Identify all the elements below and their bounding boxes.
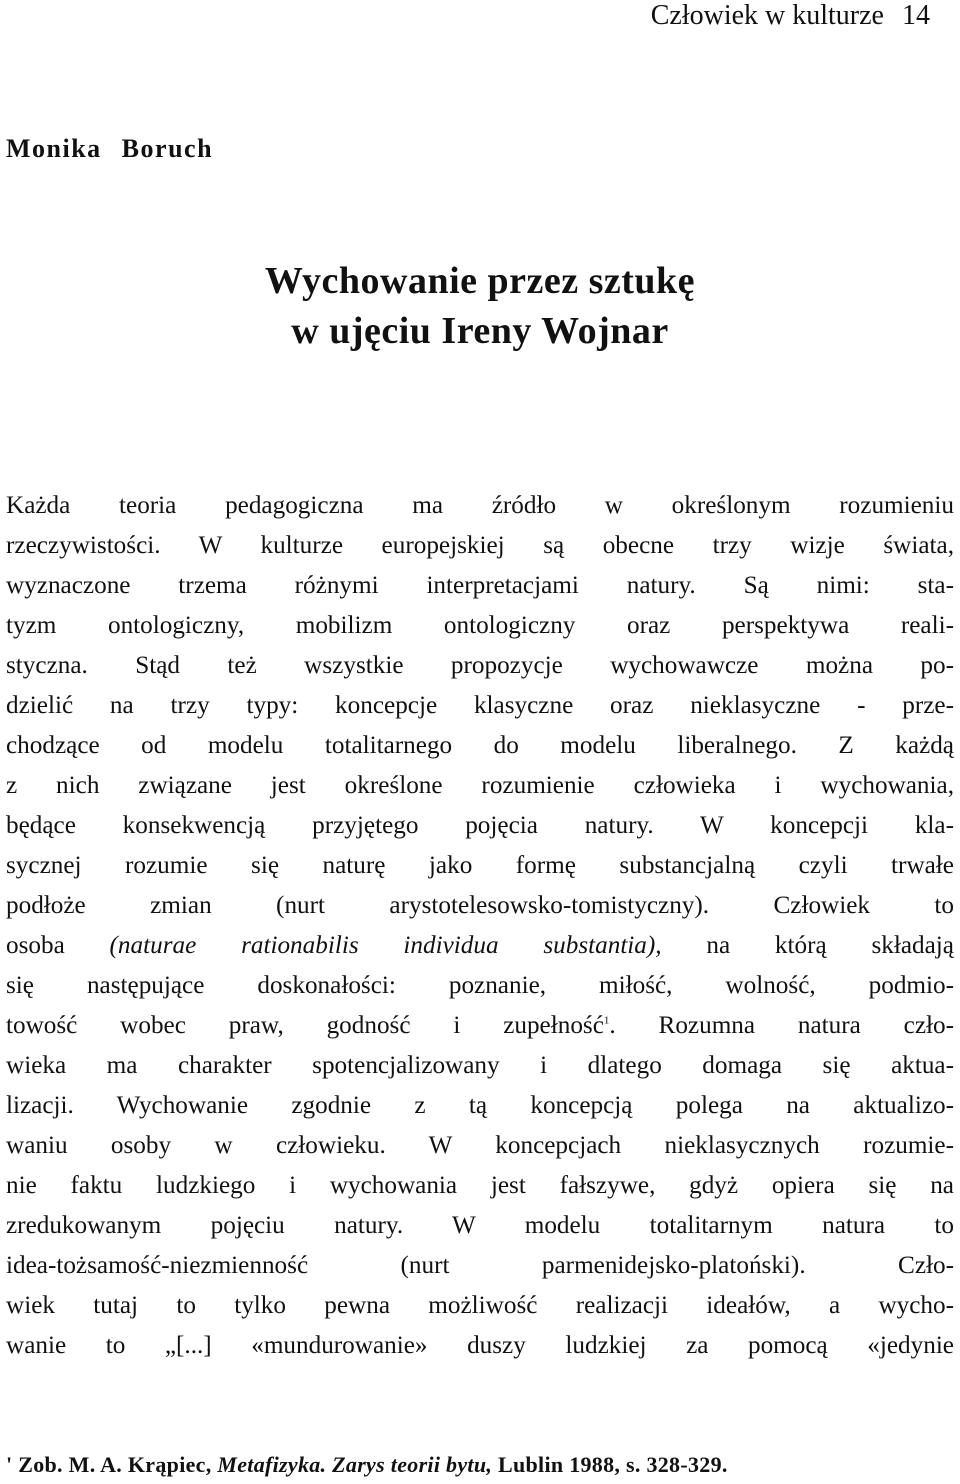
text-line: waniu osoby w człowieku. W koncepcjach nieklasycznych rozumie-	[6, 1132, 954, 1159]
article-title-line-2: w ujęciu Ireny Wojnar	[291, 310, 669, 352]
text-line: dzielić na trzy typy: koncepcje klasyczne oraz nieklasyczne - prze-	[6, 692, 954, 719]
running-title: Człowiek w kulturze	[650, 0, 884, 31]
text-line: chodzące od modelu totalitarnego do modelu liberalnego. Z każdą	[6, 732, 954, 759]
text-line: lizacji. Wychowanie zgodnie z tą koncepcją polega na aktualizo-	[6, 1092, 954, 1119]
page-number: 14	[902, 0, 930, 31]
text-line: z nich związane jest określone rozumienie człowieka i wychowania,	[6, 772, 954, 799]
text-fragment: na którą składają	[706, 932, 954, 959]
latin-phrase: (naturae rationabilis individua substantia),	[109, 932, 662, 959]
text-line: wieka ma charakter spotencjalizowany i dlatego domaga się aktua-	[6, 1052, 954, 1079]
text-line: styczna. Stąd też wszystkie propozycje wychowawcze można po-	[6, 652, 954, 679]
text-fragment: osoba	[6, 932, 65, 959]
text-line: wiek tutaj to tylko pewna możliwość realizacji ideałów, a wycho-	[6, 1292, 954, 1319]
text-line	[6, 926, 954, 966]
text-line: sycznej rozumie się naturę jako formę substancjalną czyli trwałe	[6, 852, 954, 879]
text-line: nie faktu ludzkiego i wychowania jest fałszywe, gdyż opiera się na	[6, 1172, 954, 1199]
text-line: podłoże zmian (nurt arystotelesowsko-tomistyczny). Człowiek to	[6, 892, 954, 919]
text-line: wyznaczone trzema różnymi interpretacjami natury. Są nimi: sta-	[6, 572, 954, 599]
text-line: się następujące doskonałości: poznanie, miłość, wolność, podmio-	[6, 972, 954, 999]
text-line	[6, 1006, 954, 1046]
footnote	[6, 1452, 728, 1478]
text-line: zredukowanym pojęciu natury. W modelu totalitarnym natura to	[6, 1212, 954, 1239]
running-header	[651, 0, 930, 32]
author-name: Monika Boruch	[6, 134, 214, 163]
text-fragment: . Rozumna natura czło-	[609, 1012, 954, 1039]
text-line: będące konsekwencją przyjętego pojęcia natury. W koncepcji kla-	[6, 812, 954, 839]
footnote-marker: '	[6, 1452, 13, 1477]
article-title-line-1: Wychowanie przez sztukę	[264, 260, 696, 302]
footnote-prefix: Zob. M. A. Krąpiec,	[18, 1452, 212, 1477]
footnote-suffix: Lublin 1988, s. 328-329.	[497, 1452, 728, 1477]
text-fragment: towość wobec praw, godność i zupełność	[6, 1012, 604, 1039]
text-line: wanie to „[...] «mundurowanie» duszy ludzkiej za pomocą «jedynie	[6, 1332, 954, 1359]
text-line: idea-tożsamość-niezmienność (nurt parmenidejsko-platoński). Czło-	[6, 1252, 954, 1279]
body-paragraph	[6, 486, 954, 1366]
text-line: rzeczywistości. W kulturze europejskiej są obecne trzy wizje świata,	[6, 532, 954, 559]
article-title	[0, 256, 960, 356]
footnote-book-title: Metafizyka. Zarys teorii bytu,	[217, 1452, 493, 1477]
footnote-reference[interactable]: 1	[603, 1014, 610, 1027]
text-line: Każda teoria pedagogiczna ma źródło w określonym rozumieniu	[6, 492, 954, 519]
text-line: tyzm ontologiczny, mobilizm ontologiczny oraz perspektywa reali-	[6, 612, 954, 639]
